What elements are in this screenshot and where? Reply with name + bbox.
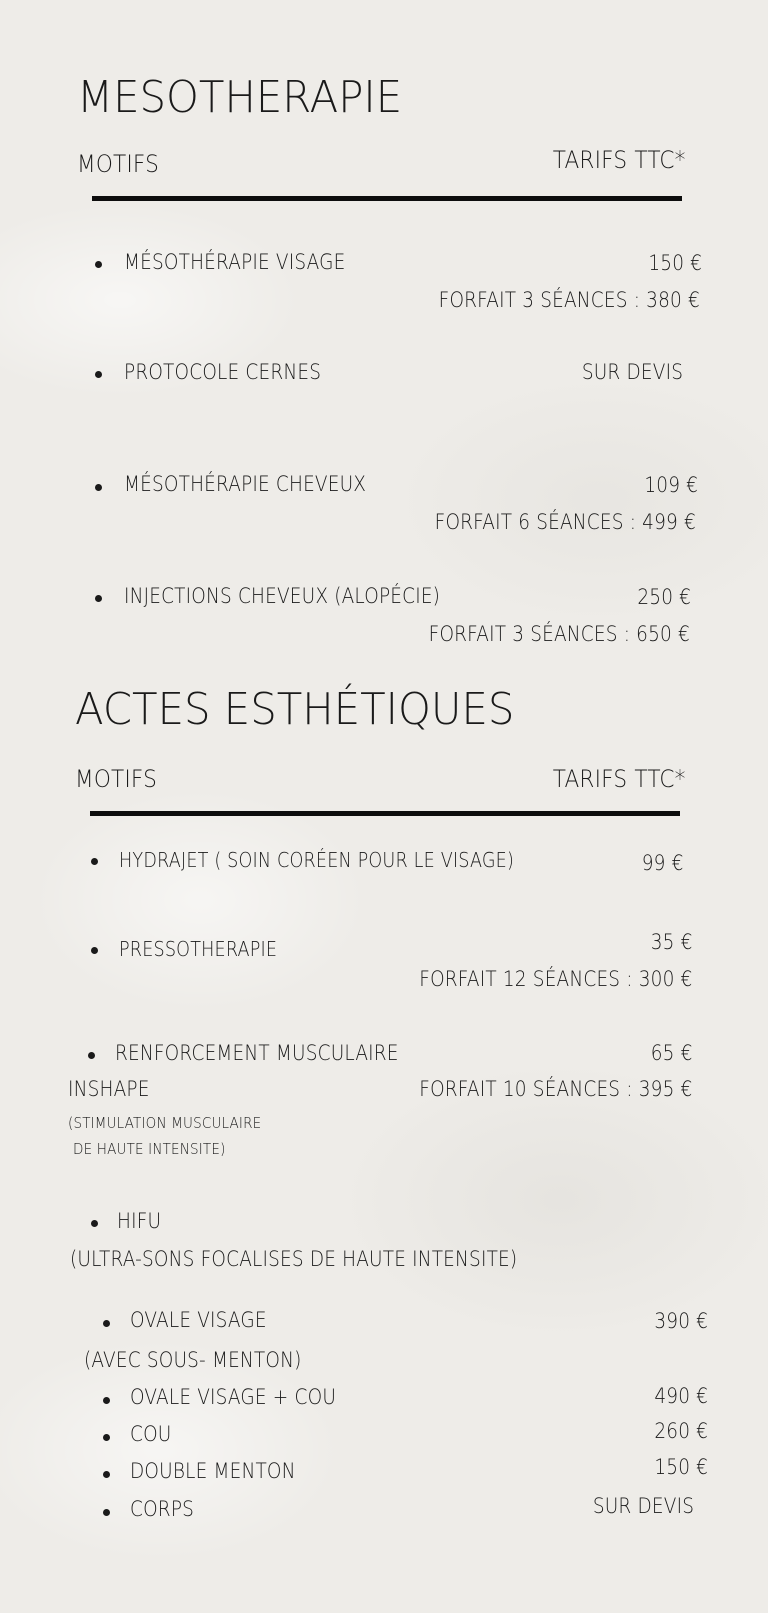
list-item-note: (STIMULATION MUSCULAIRE <box>68 1114 262 1132</box>
list-item-price: 250 € <box>637 585 691 609</box>
list-item-package: FORFAIT 3 SÉANCES : 380 € <box>438 288 700 312</box>
bullet-icon <box>95 595 102 602</box>
column-header-tarifs: TARIFS TTC* <box>553 765 686 793</box>
bullet-icon <box>95 371 102 378</box>
list-item-price: 99 € <box>642 851 684 875</box>
list-item-note: DE HAUTE INTENSITE) <box>73 1140 226 1158</box>
hifu-item-label: OVALE VISAGE + COU <box>130 1385 337 1409</box>
list-item-price: 65 € <box>651 1041 693 1065</box>
bullet-icon <box>103 1434 110 1441</box>
list-item-label-line2: INSHAPE <box>68 1077 150 1101</box>
list-item-price: 150 € <box>648 251 702 275</box>
bullet-icon <box>95 484 102 491</box>
list-item-label: PROTOCOLE CERNES <box>124 360 322 384</box>
list-item-label: MÉSOTHÉRAPIE VISAGE <box>124 250 346 274</box>
section-title-mesotherapie: MESOTHERAPIE <box>77 72 403 123</box>
column-header-motifs: MOTIFS <box>75 765 158 793</box>
header-divider <box>92 196 682 201</box>
hifu-item-label: CORPS <box>130 1497 195 1521</box>
list-item-price: SUR DEVIS <box>581 360 683 384</box>
hifu-item-price: 490 € <box>654 1384 708 1408</box>
hifu-item-price: SUR DEVIS <box>592 1494 694 1518</box>
list-item-price: 109 € <box>644 473 698 497</box>
column-header-tarifs: TARIFS TTC* <box>553 146 686 174</box>
hifu-item-label: COU <box>130 1422 172 1446</box>
bullet-icon <box>91 947 98 954</box>
list-item-package: FORFAIT 10 SÉANCES : 395 € <box>418 1077 692 1101</box>
header-divider <box>90 811 680 816</box>
hifu-item-price: 390 € <box>654 1309 708 1333</box>
hifu-item-label: OVALE VISAGE <box>130 1308 267 1332</box>
bullet-icon <box>103 1320 110 1327</box>
list-item-price: 35 € <box>651 930 693 954</box>
list-item-package: FORFAIT 6 SÉANCES : 499 € <box>434 510 696 534</box>
list-item-note: (ULTRA-SONS FOCALISES DE HAUTE INTENSITE) <box>70 1247 518 1271</box>
list-item-package: FORFAIT 12 SÉANCES : 300 € <box>418 967 692 991</box>
section-title-actes-esthetiques: ACTES ESTHÉTIQUES <box>75 684 515 735</box>
list-item-label: HIFU <box>117 1209 162 1233</box>
list-item-label: HYDRAJET ( SOIN CORÉEN POUR LE VISAGE) <box>119 848 515 872</box>
list-item-label: RENFORCEMENT MUSCULAIRE <box>115 1041 399 1065</box>
list-item-label: INJECTIONS CHEVEUX (ALOPÉCIE) <box>124 584 441 608</box>
list-item-label: PRESSOTHERAPIE <box>119 937 278 961</box>
bullet-icon <box>88 1052 95 1059</box>
bullet-icon <box>91 1220 98 1227</box>
hifu-item-note: (AVEC SOUS- MENTON) <box>84 1348 302 1372</box>
bullet-icon <box>103 1471 110 1478</box>
hifu-item-price: 150 € <box>654 1455 708 1479</box>
hifu-item-price: 260 € <box>654 1419 708 1443</box>
column-header-motifs: MOTIFS <box>77 150 160 178</box>
hifu-item-label: DOUBLE MENTON <box>130 1459 296 1483</box>
bullet-icon <box>103 1509 110 1516</box>
bullet-icon <box>95 261 102 268</box>
list-item-package: FORFAIT 3 SÉANCES : 650 € <box>428 622 690 646</box>
list-item-label: MÉSOTHÉRAPIE CHEVEUX <box>124 472 367 496</box>
bullet-icon <box>91 858 98 865</box>
bullet-icon <box>103 1397 110 1404</box>
